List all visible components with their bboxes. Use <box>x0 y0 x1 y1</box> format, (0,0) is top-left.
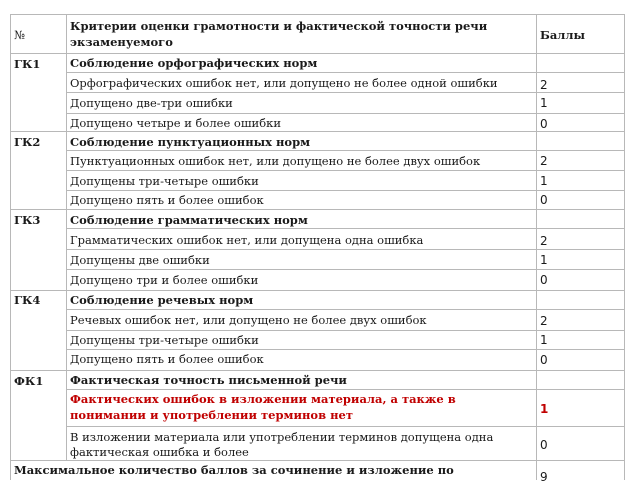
header-score: Баллы <box>540 28 586 42</box>
criterion-text-line1: Фактических ошибок в изложении материала, а также в <box>70 392 456 406</box>
criterion-score: 0 <box>540 193 548 207</box>
criterion-score: 1 <box>540 402 549 416</box>
row-separator <box>66 170 625 171</box>
row-separator <box>66 150 625 151</box>
criterion-text: Допущено две-три ошибки <box>70 96 233 110</box>
table-border-top <box>10 14 625 15</box>
criterion-score: 0 <box>540 353 548 367</box>
criterion-score: 2 <box>540 234 548 248</box>
section-title: Соблюдение грамматических норм <box>70 213 308 227</box>
criterion-score: 0 <box>540 117 548 131</box>
row-separator <box>66 113 625 114</box>
criterion-text: Допущено пять и более ошибок <box>70 193 264 207</box>
criterion-text: Речевых ошибок нет, или допущено не более двух ошибок <box>70 313 427 327</box>
row-separator <box>66 309 625 310</box>
footer-text: Максимальное количество баллов за сочинение и изложение по <box>14 463 454 477</box>
row-separator <box>66 249 625 250</box>
row-separator <box>66 349 625 350</box>
section-code: ГК3 <box>14 213 41 227</box>
row-separator <box>66 269 625 270</box>
table-border-right <box>624 14 625 480</box>
row-separator <box>10 460 625 461</box>
criterion-text: Допущено четыре и более ошибки <box>70 116 281 130</box>
criterion-text-line1: В изложении материала или употреблении терминов допущена одна <box>70 430 494 444</box>
criterion-text: Пунктуационных ошибок нет, или допущено не более двух ошибок <box>70 154 481 168</box>
criterion-text: Допущены две ошибки <box>70 253 210 267</box>
section-code: ГК2 <box>14 135 41 149</box>
criterion-text: Допущено три и более ошибки <box>70 273 259 287</box>
criterion-text: Допущены три-четыре ошибки <box>70 174 259 188</box>
row-separator <box>66 92 625 93</box>
header-criteria-line2: экзаменуемого <box>70 35 173 49</box>
footer-score: 9 <box>540 470 548 484</box>
criterion-text: Орфографических ошибок нет, или допущено не более одной ошибки <box>70 76 498 90</box>
criterion-score: 1 <box>540 253 548 267</box>
row-separator <box>66 228 625 229</box>
row-separator <box>66 426 625 427</box>
col-separator-2 <box>536 14 537 480</box>
section-code: ФК1 <box>14 374 44 388</box>
criterion-text-line2: фактическая ошибка и более <box>70 445 249 459</box>
section-title: Соблюдение орфографических норм <box>70 56 318 70</box>
row-separator <box>66 190 625 191</box>
row-separator <box>10 53 625 54</box>
section-title: Соблюдение речевых норм <box>70 293 254 307</box>
table-border-left <box>10 14 11 480</box>
row-separator <box>10 209 625 210</box>
criterion-score: 2 <box>540 78 548 92</box>
criterion-score: 0 <box>540 273 548 287</box>
header-criteria-line1: Критерии оценки грамотности и фактической точности речи <box>70 19 488 33</box>
criterion-score: 1 <box>540 174 548 188</box>
row-separator <box>66 389 625 390</box>
criterion-text: Грамматических ошибок нет, или допущена одна ошибка <box>70 233 424 247</box>
criterion-text: Допущены три-четыре ошибки <box>70 333 259 347</box>
row-separator <box>66 330 625 331</box>
col-separator-1 <box>66 14 67 460</box>
header-num: № <box>14 28 25 42</box>
section-title: Соблюдение пунктуационных норм <box>70 135 311 149</box>
row-separator <box>10 370 625 371</box>
criterion-score: 2 <box>540 154 548 168</box>
section-code: ГК4 <box>14 293 41 307</box>
row-separator <box>10 290 625 291</box>
section-title: Фактическая точность письменной речи <box>70 373 347 387</box>
criterion-text-line2: понимании и употреблении терминов нет <box>70 408 353 422</box>
criterion-text: Допущено пять и более ошибок <box>70 352 264 366</box>
section-code: ГК1 <box>14 57 41 71</box>
row-separator <box>66 72 625 73</box>
criterion-score: 0 <box>540 438 548 452</box>
criterion-score: 2 <box>540 314 548 328</box>
criterion-score: 1 <box>540 333 548 347</box>
criterion-score: 1 <box>540 96 548 110</box>
row-separator <box>10 131 625 132</box>
